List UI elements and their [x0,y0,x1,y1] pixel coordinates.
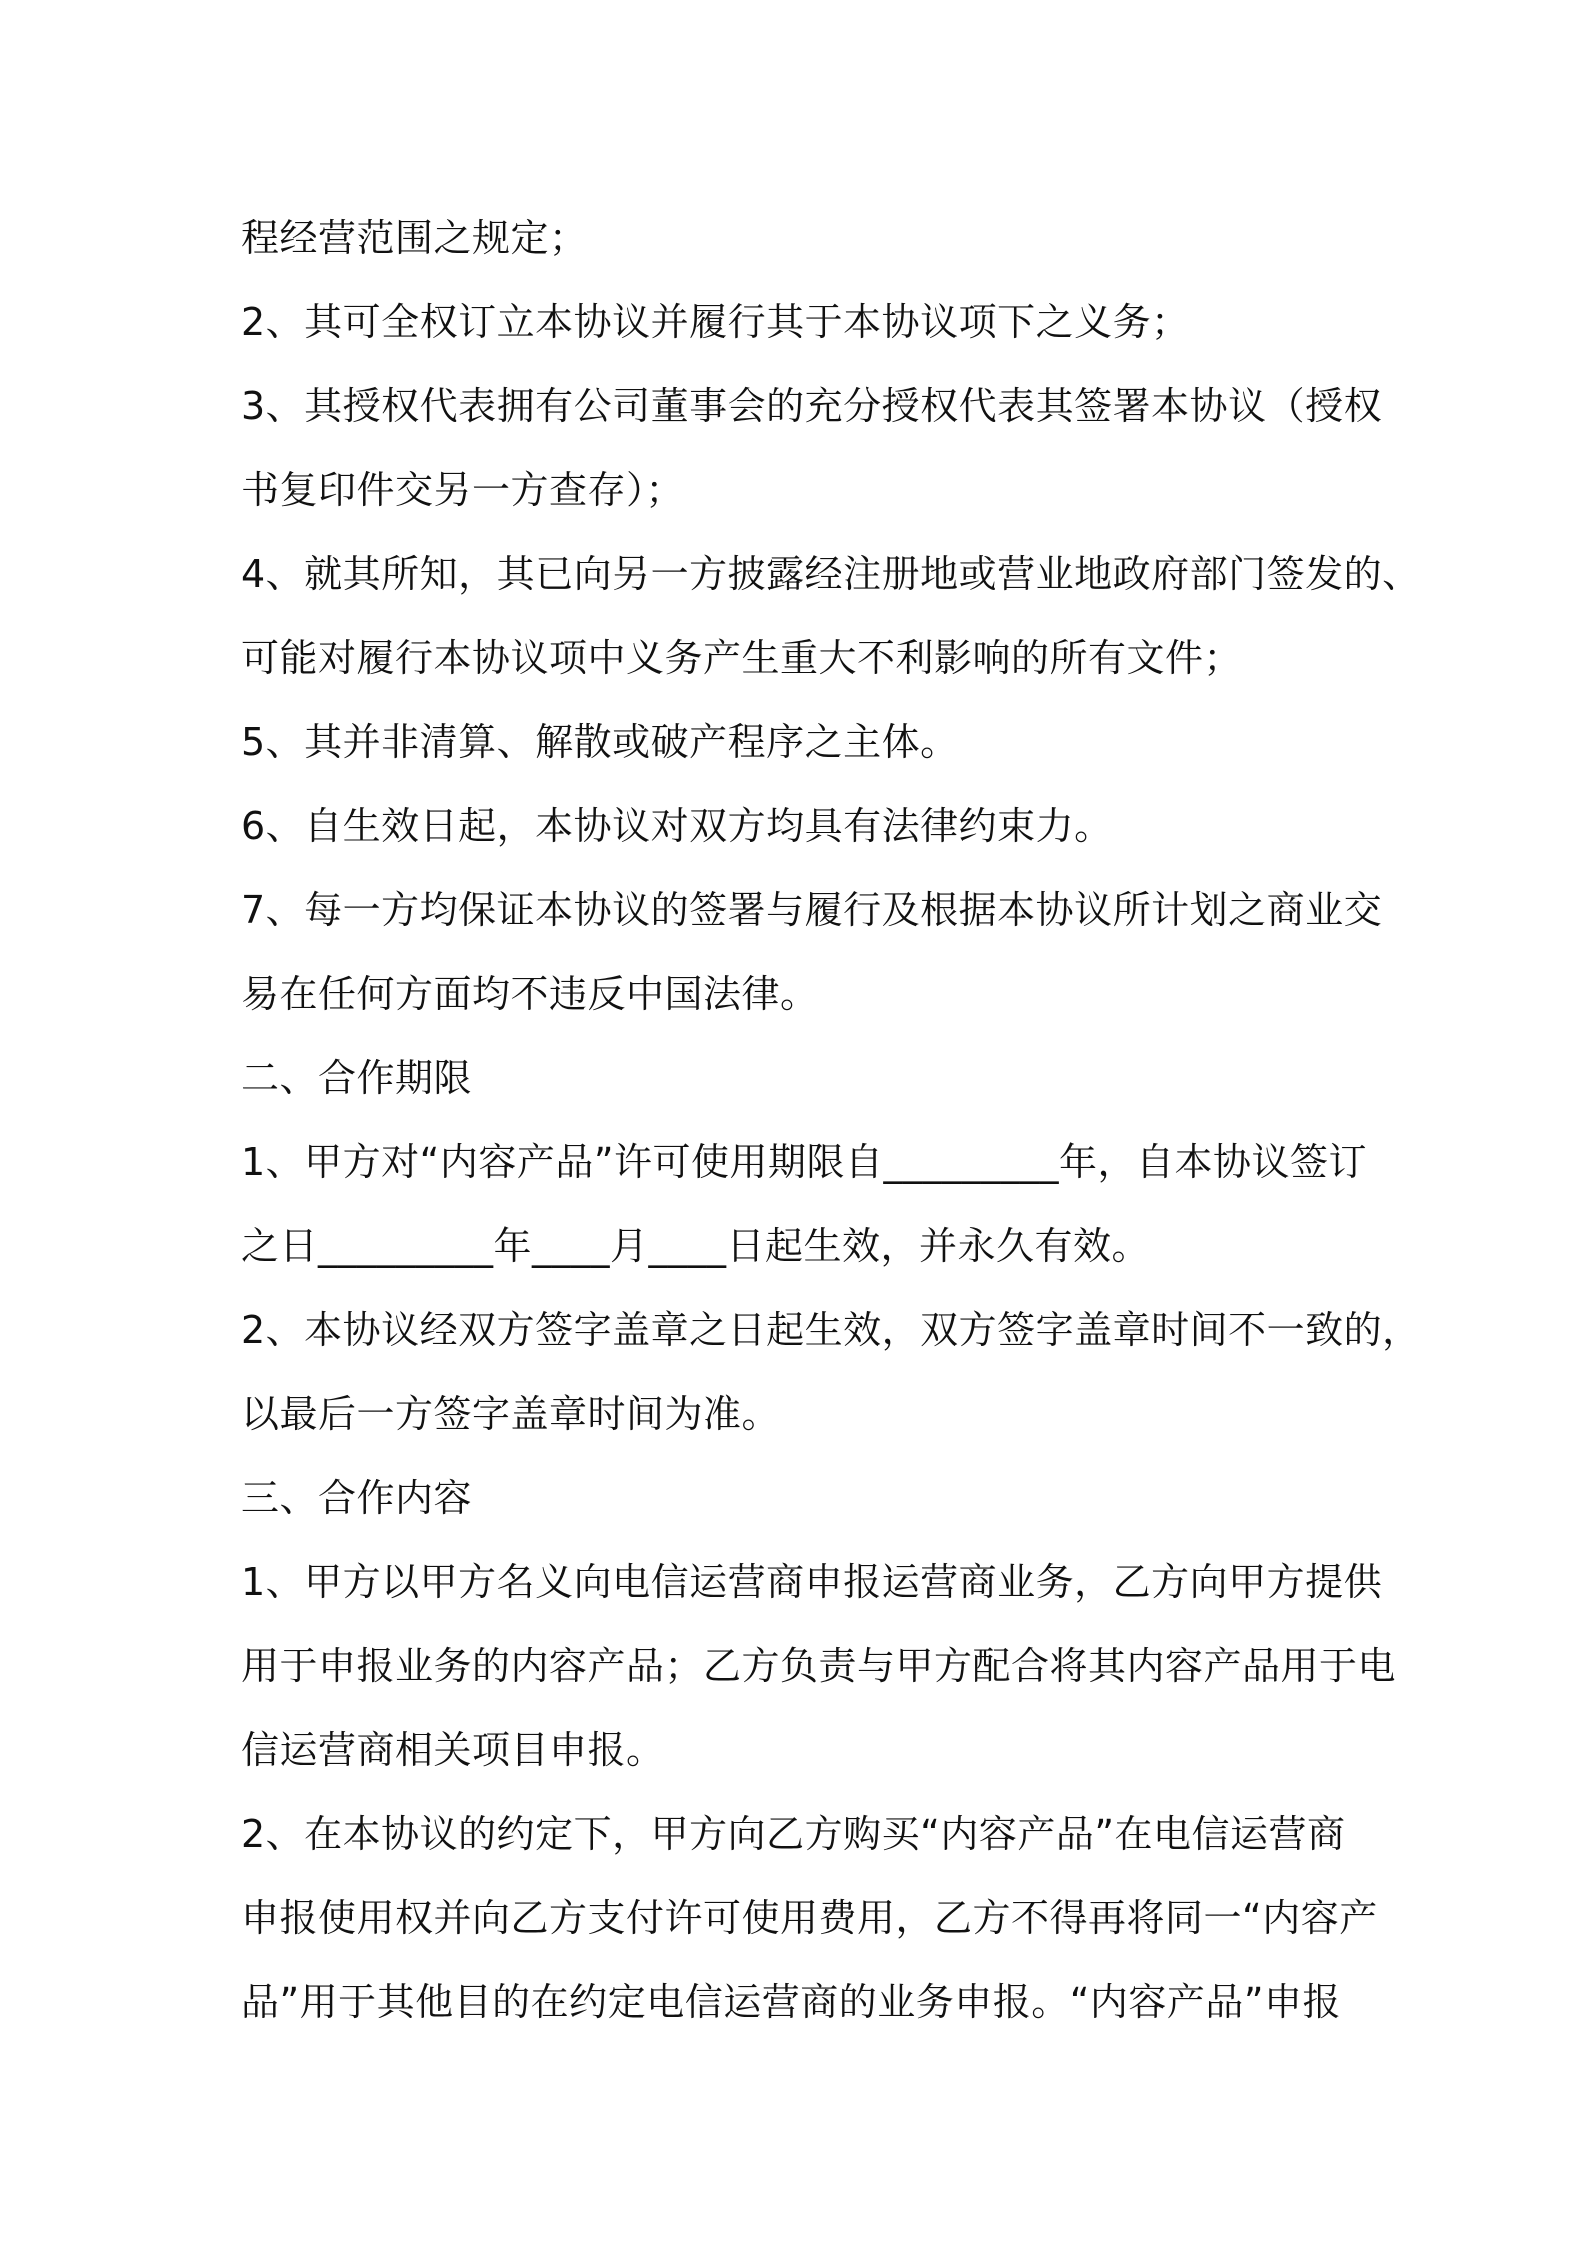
text-line: 信运营商相关项目申报。 [241,1728,665,1772]
text-line: 以最后一方签字盖章时间为准。 [241,1392,781,1436]
text-line: 6、自生效日起，本协议对双方均具有法律约束力。 [241,804,1113,848]
text-line: 用于申报业务的内容产品；乙方负责与甲方配合将其内容产品用于电 [241,1644,1397,1688]
document-body [241,196,1421,2044]
text-line: 4、就其所知，其已向另一方披露经注册地或营业地政府部门签发的、 [241,552,1421,596]
text-line: 2、本协议经双方签字盖章之日起生效，双方签字盖章时间不一致的， [241,1308,1421,1352]
text-line: 品”用于其他目的在约定电信运营商的业务申报。“内容产品”申报 [241,1980,1342,2024]
text-line: 3、其授权代表拥有公司董事会的充分授权代表其签署本协议（授权 [241,384,1383,428]
text-line: 7、每一方均保证本协议的签署与履行及根据本协议所计划之商业交 [241,888,1383,932]
text-line: 申报使用权并向乙方支付许可使用费用，乙方不得再将同一“内容产 [241,1896,1378,1940]
text-line: 2、在本协议的约定下，甲方向乙方购买“内容产品”在电信运营商 [241,1812,1346,1856]
text-line: 易在任何方面均不违反中国法律。 [241,972,819,1016]
text-line: 之日_________年____月____日起生效，并永久有效。 [241,1224,1151,1268]
text-line: 1、甲方以甲方名义向电信运营商申报运营商业务，乙方向甲方提供 [241,1560,1383,1604]
text-line: 5、其并非清算、解散或破产程序之主体。 [241,720,959,764]
text-line: 可能对履行本协议项中义务产生重大不利影响的所有文件； [241,636,1243,680]
section-heading: 三、合作内容 [241,1476,473,1520]
text-line: 书复印件交另一方查存）； [241,468,685,512]
text-line: 程经营范围之规定； [241,216,588,260]
text-line: 1、甲方对“内容产品”许可使用期限自_________年，自本协议签订 [241,1140,1368,1184]
section-heading: 二、合作期限 [241,1056,473,1100]
text-line: 2、其可全权订立本协议并履行其于本协议项下之义务； [241,300,1190,344]
